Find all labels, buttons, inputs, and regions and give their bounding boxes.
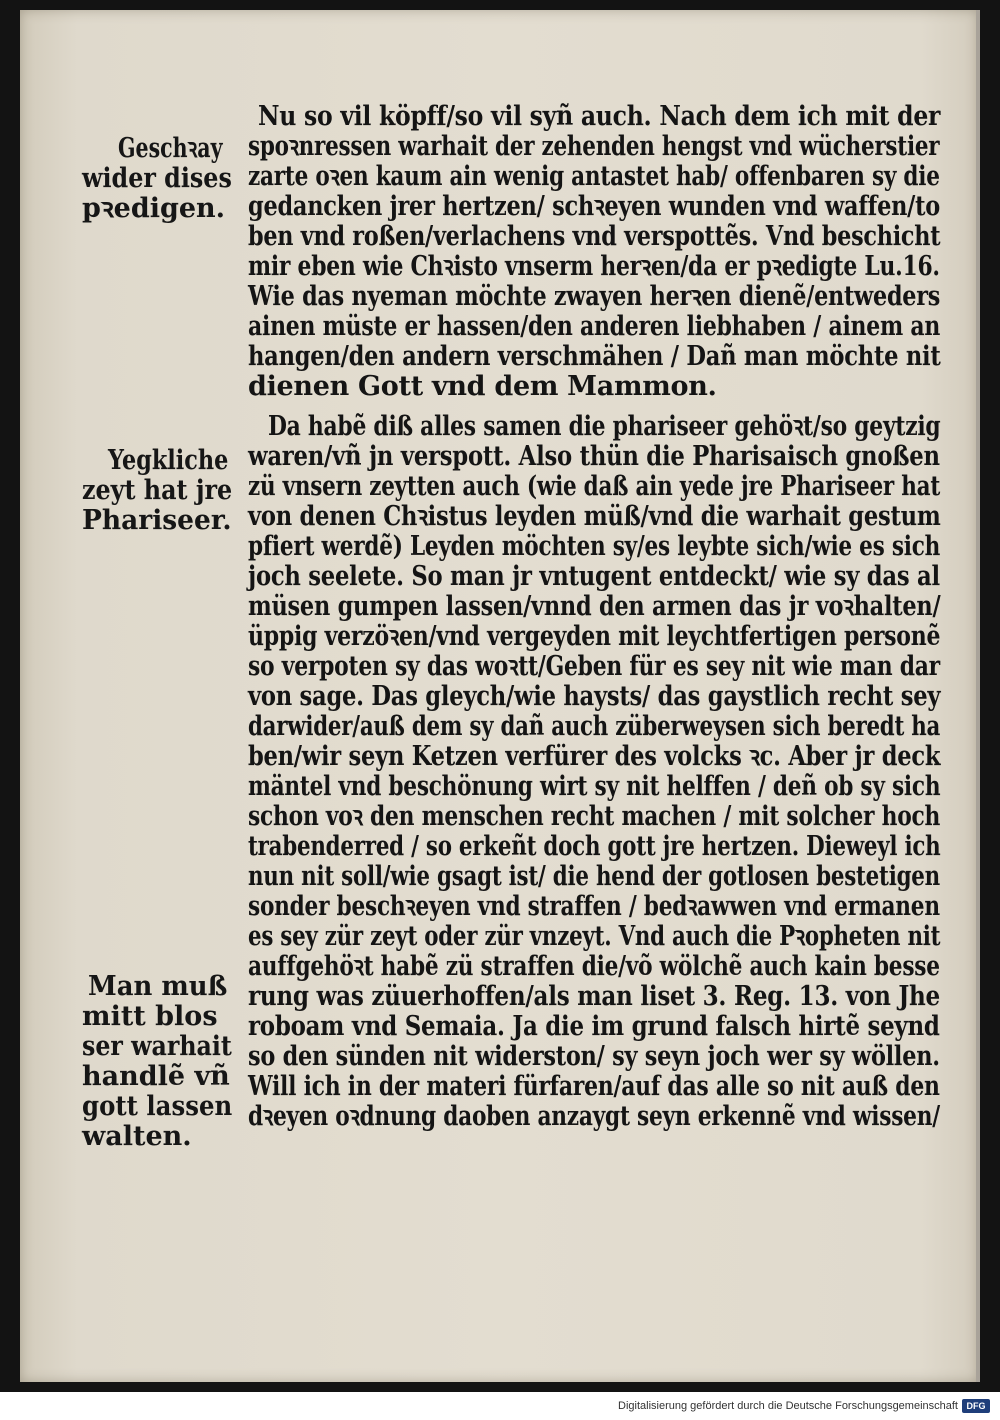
- text-line: ainen müste er hassen/den anderen liebhaben / ainem an: [248, 311, 941, 342]
- margin-line: Phariseer.: [82, 505, 232, 536]
- text-line: üppig verzöꝛen/vnd vergeyden mit leychtfertigen personẽ: [248, 621, 941, 652]
- text-line: zü vnsern zeytten auch (wie daß ain yede jre Phariseer hat: [248, 471, 941, 502]
- text-line: darwider/auß dem sy dañ auch züberweysen sich beredt ha: [248, 711, 941, 742]
- text-line: gedancken jrer hertzen/ schꝛeyen wunden vnd waffen/to: [248, 191, 940, 222]
- margin-line: Man muß: [88, 971, 228, 1002]
- margin-line: wider dises: [82, 163, 232, 194]
- text-line: Wie das nyeman möchte zwayen herꝛen dienẽ/entweders: [248, 281, 941, 312]
- footer-credit: Digitalisierung gefördert durch die Deutsche Forschungsgemeinschaft: [618, 1400, 958, 1412]
- text-line: so den sünden nit widerston/ sy seyn joch wer sy wöllen.: [248, 1041, 940, 1072]
- text-line: sonder beschꝛeyen vnd straffen / bedꝛawwen vnd ermanen: [248, 891, 940, 922]
- text-line: nun nit soll/wie gsagt ist/ die hend der gotlosen bestetigen: [248, 861, 940, 892]
- text-line: so verpoten sy das woꝛtt/Geben für es sey nit wie man dar: [248, 651, 940, 682]
- text-line: Da habẽ diß alles samen die phariseer gehöꝛt/so geytzig: [268, 411, 941, 442]
- margin-line: Yegkliche: [108, 445, 229, 476]
- text-line: zarte oꝛen kaum ain wenig antastet hab/ offenbaren sy die: [248, 161, 940, 192]
- margin-line: zeyt hat jre: [82, 475, 233, 506]
- text-line: roboam vnd Semaia. Ja die im grund falsch hirtẽ seynd: [248, 1011, 940, 1042]
- text-line: mir eben wie Chꝛisto vnserm herꝛen/da er pꝛedigte Lu.16.: [248, 251, 940, 282]
- text-line: ben vnd roßen/verlachens vnd verspottẽs. Vnd beschicht: [248, 221, 941, 252]
- text-line: schon voꝛ den menschen recht machen / mit solcher hoch: [248, 801, 941, 832]
- margin-line: pꝛedigen.: [82, 193, 226, 224]
- margin-line: Geschꝛay: [118, 133, 223, 164]
- margin-line: handlẽ vñ: [82, 1061, 230, 1092]
- text-line: auffgehöꝛt habẽ zü straffen die/võ wölchẽ auch kain besse: [248, 951, 940, 982]
- text-line: spoꝛnressen warhait der zehenden hengst vnd wücherstier: [248, 131, 940, 162]
- text-line: es sey zür zeyt oder zür vnzeyt. Vnd auch die Pꝛopheten nit: [248, 921, 941, 952]
- text-line: joch seelete. So man jr vntugent entdeckt/ wie sy das al: [248, 561, 940, 592]
- text-line: mäntel vnd beschönung wirt sy nit helffen / deñ ob sy sich: [248, 771, 941, 802]
- text-line: müsen gumpen lassen/vnnd den armen das jr voꝛhalten/: [248, 591, 941, 622]
- text-line: trabenderred / so erkeñt doch gott jre hertzen. Dieweyl ich: [248, 831, 941, 862]
- footer: [0, 1396, 1000, 1418]
- text-line: Nu so vil köpff/so vil syñ auch. Nach dem ich mit der: [258, 101, 941, 132]
- margin-line: ser warhait: [82, 1031, 232, 1062]
- text-line: hangen/den andern verschmähen / Dañ man möchte nit: [248, 341, 941, 372]
- margin-line: gott lassen: [82, 1091, 233, 1122]
- text-line: von sage. Das gleych/wie haysts/ das gaystlich recht sey: [248, 681, 941, 712]
- text-line: ben/wir seyn Ketzen verfürer des volcks ꝛc. Aber jr deck: [248, 741, 941, 772]
- dfg-logo-icon: DFG: [962, 1399, 990, 1413]
- text-line: von denen Chꝛistus leyden müß/vnd die warhait gestum: [248, 501, 941, 532]
- text-line: dꝛeyen oꝛdnung daoben anzaygt seyn erkennẽ vnd wissen/: [248, 1101, 940, 1132]
- margin-line: walten.: [82, 1121, 192, 1152]
- text-line: waren/vñ jn verspott. Also thün die Pharisaisch gnoßen: [248, 441, 940, 472]
- text-line: Will ich in der materi fürfaren/auf das alle so nit auß den: [248, 1071, 940, 1102]
- text-line: rung was züuerhoffen/als man liset 3. Reg. 13. von Jhe: [248, 981, 940, 1012]
- page-edge: [976, 10, 980, 1382]
- text-line: pfiert werdẽ) Leyden möchten sy/es leybte sich/wie es sich: [248, 531, 941, 562]
- margin-line: mitt blos: [82, 1001, 218, 1032]
- text-line: dienen Gott vnd dem Mammon.: [248, 371, 717, 402]
